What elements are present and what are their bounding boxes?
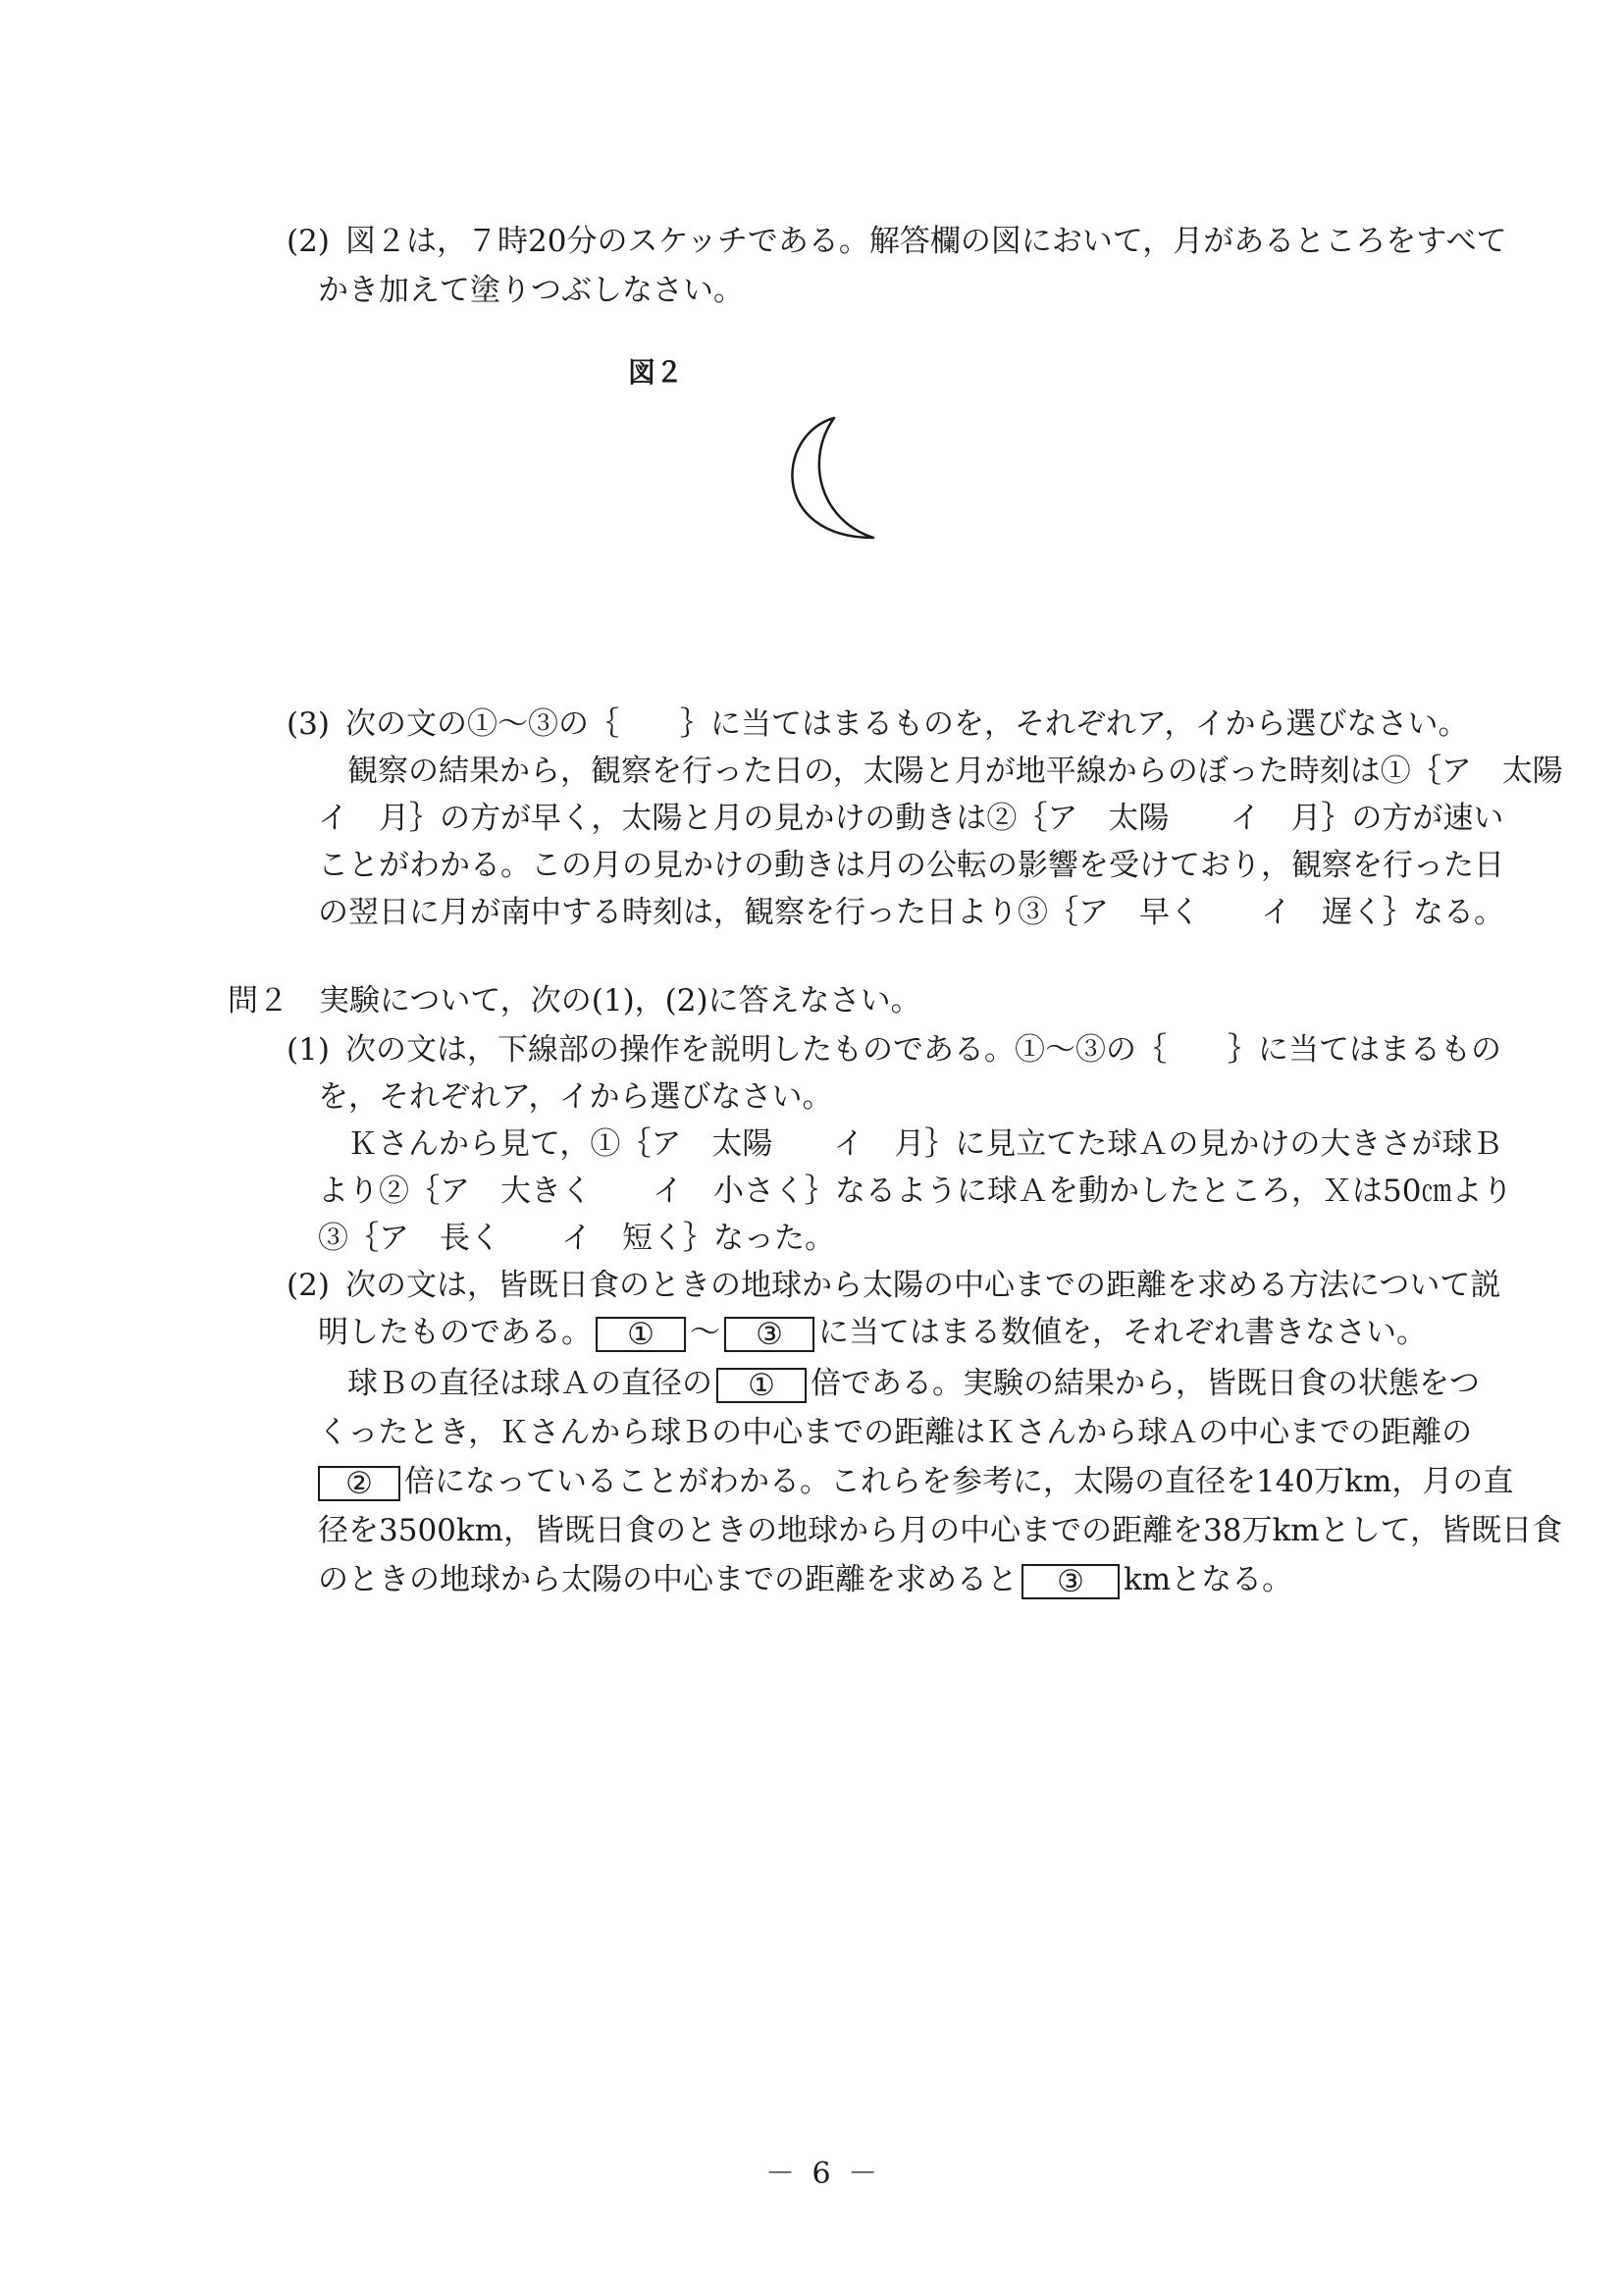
mon2-part2-line2-text-b: に当てはまる数値を，それぞれ書きなさい。 xyxy=(818,1315,1427,1350)
answer-box-1: ① xyxy=(596,1317,686,1352)
question-3-line4: ことがわかる。この月の見かけの動きは月の公転の影響を受けており，観察を行った日 xyxy=(318,848,1504,883)
mon2-part2-line4: くったとき，Ｋさんから球Ｂの中心までの距離はＫさんから球Ａの中心までの距離の xyxy=(318,1415,1473,1450)
answer-box-1-inline: ① xyxy=(716,1368,807,1403)
mon2-part1-line2: を，それぞれア，イから選びなさい。 xyxy=(318,1079,833,1115)
mon2-part1-line3: Ｋさんから見て，①｛ア 太陽 イ 月｝に見立てた球Ａの見かけの大きさが球Ｂ xyxy=(347,1126,1503,1162)
question-2-line2: かき加えて塗りつぶしなさい。 xyxy=(318,273,744,308)
mon2-part2-line1: 次の文は，皆既日食のときの地球から太陽の中心までの距離を求める方法について説 xyxy=(345,1268,1501,1303)
mon2-part1-line4: より②｛ア 大きく イ 小さく｝なるように球Ａを動かしたところ，Ｘは50㎝より xyxy=(318,1174,1513,1209)
answer-box-3-inline: ③ xyxy=(1021,1564,1120,1599)
question-3-line1: 次の文の①～③の｛ ｝に当てはまるものを，それぞれア，イから選びなさい。 xyxy=(345,706,1469,742)
question-3-line2: 観察の結果から，観察を行った日の，太陽と月が地平線からのぼった時刻は①｛ア 太陽 xyxy=(347,754,1563,789)
mon2-part2-line5-text: 倍になっていることがわかる。これらを参考に，太陽の直径を140万km，月の直 xyxy=(404,1464,1514,1499)
mon2-part2-line3-text-b: 倍である。実験の結果から，皆既日食の状態をつ xyxy=(811,1366,1480,1401)
crescent-moon-icon xyxy=(765,410,893,557)
mon2-part2-line7 xyxy=(318,1560,1292,1599)
figure-2-label: 図２ xyxy=(628,356,684,389)
mon2-part2-line7-text-b: kmとなる。 xyxy=(1124,1562,1293,1597)
mon2-part1-line5: ③｛ア 長く イ 短く｝なった。 xyxy=(318,1221,835,1256)
page-number: － 6 － xyxy=(765,2157,882,2191)
question-2-number: (2) xyxy=(287,224,330,259)
mon2-part1-number: (1) xyxy=(287,1032,330,1068)
mon2-part2-line5 xyxy=(318,1462,1513,1501)
answer-box-2: ② xyxy=(318,1466,400,1501)
question-3-line3: イ 月｝の方が早く，太陽と月の見かけの動きは②｛ア 太陽 イ 月｝の方が速い xyxy=(318,801,1504,836)
mon2-part2-number: (2) xyxy=(287,1268,330,1303)
question-3-line5: の翌日に月が南中する時刻は，観察を行った日より③｛ア 早く イ 遅く｝なる。 xyxy=(318,895,1504,930)
mon2-part2-line2-text-a: 明したものである。 xyxy=(318,1315,592,1350)
mon2-part2-line3 xyxy=(347,1364,1480,1403)
mon2-part1-line1: 次の文は，下線部の操作を説明したものである。①～③の｛ ｝に当てはまるもの xyxy=(345,1032,1501,1068)
mon2-part2-line6: 径を3500km，皆既日食のときの地球から月の中心までの距離を38万kmとして，皆既日食 xyxy=(318,1513,1563,1548)
question-3-number: (3) xyxy=(287,706,330,742)
mon2-part2-line3-text-a: 球Ｂの直径は球Ａの直径の xyxy=(347,1366,712,1401)
answer-box-3: ③ xyxy=(724,1317,814,1352)
tilde: ～ xyxy=(690,1315,720,1350)
mon2-part2-line7-text-a: のときの地球から太陽の中心までの距離を求めると xyxy=(318,1562,1018,1597)
mon2-part2-line2 xyxy=(318,1313,1427,1352)
question-2-line1: 図２は，７時20分のスケッチである。解答欄の図において，月があるところをすべて xyxy=(345,224,1507,259)
mon2-heading: 問２ 実験について，次の(1)，(2)に答えなさい。 xyxy=(228,983,921,1018)
